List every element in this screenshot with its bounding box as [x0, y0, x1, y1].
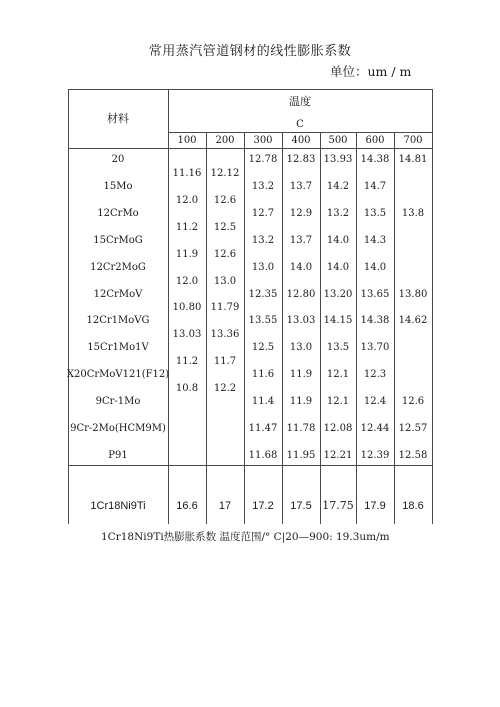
column-divider [356, 132, 357, 524]
value-cell: 14.0 [326, 262, 350, 273]
value-cell: 11.95 [286, 450, 316, 461]
material-name: 12Cr1MoVG [86, 315, 150, 326]
temperature-header: 温度 [289, 95, 311, 108]
material-name: X20CrMoV121(F12) [66, 369, 170, 380]
value-cell: 13.36 [210, 329, 240, 340]
column-divider [282, 132, 283, 524]
value-cell: 13.2 [251, 181, 275, 192]
value-cell: 14.2 [326, 181, 350, 192]
unit-label: 单位：um / m [330, 64, 412, 79]
value-cell: 12.4 [363, 396, 387, 407]
value-cell: 13.2 [326, 208, 350, 219]
value-cell: 13.8 [401, 208, 425, 219]
value-cell: 12.80 [286, 289, 316, 300]
value-cell: 12.12 [210, 168, 240, 179]
value-cell: 12.58 [398, 450, 428, 461]
column-divider [244, 132, 245, 524]
value-cell: 13.70 [360, 342, 390, 353]
value-cell: 12.78 [248, 154, 278, 165]
stainless-value-cell: 17.9 [364, 500, 386, 512]
material-name: 20 [111, 154, 125, 165]
material-column-divider [168, 89, 169, 524]
column-divider [206, 132, 207, 524]
column-divider [320, 132, 321, 524]
temp-300: 300 [253, 135, 273, 146]
value-cell: 11.2 [175, 222, 199, 233]
value-cell: 12.1 [326, 396, 350, 407]
value-cell: 11.79 [210, 302, 240, 313]
value-cell: 14.38 [360, 315, 390, 326]
value-cell: 14.38 [360, 154, 390, 165]
value-cell: 12.08 [323, 423, 353, 434]
value-cell: 10.80 [172, 302, 202, 313]
value-cell: 14.62 [398, 315, 428, 326]
value-cell: 13.0 [213, 276, 237, 287]
material-name: 12CrMoV [93, 289, 143, 300]
material-name: 9Cr-1Mo [95, 396, 141, 407]
temp-600: 600 [365, 135, 385, 146]
value-cell: 12.21 [323, 450, 353, 461]
material-name: 9Cr-2Mo(HCM9M) [70, 423, 166, 434]
table-border-right [432, 89, 433, 524]
value-cell: 14.15 [323, 315, 353, 326]
header-bottom-line [68, 148, 433, 149]
temp-700: 700 [403, 135, 423, 146]
value-cell: 14.3 [363, 235, 387, 246]
temp-400: 400 [291, 135, 311, 146]
value-cell: 14.0 [363, 262, 387, 273]
temp-500: 500 [328, 135, 348, 146]
value-cell: 12.5 [213, 222, 237, 233]
value-cell: 11.47 [248, 423, 278, 434]
value-cell: 13.0 [289, 342, 313, 353]
value-cell: 11.2 [175, 356, 199, 367]
stainless-value-cell: 17.2 [252, 500, 274, 512]
table-border-top [68, 89, 433, 90]
value-cell: 13.03 [286, 315, 316, 326]
value-cell: 12.44 [360, 423, 390, 434]
stainless-value-cell: 18.6 [402, 500, 424, 512]
value-cell: 11.6 [251, 369, 275, 380]
value-cell: 13.2 [251, 235, 275, 246]
value-cell: 13.0 [251, 262, 275, 273]
value-cell: 13.5 [326, 342, 350, 353]
value-cell: 11.9 [175, 249, 199, 260]
section-divider [68, 465, 433, 466]
value-cell: 14.7 [363, 181, 387, 192]
value-cell: 12.83 [286, 154, 316, 165]
value-cell: 12.5 [251, 342, 275, 353]
value-cell: 12.1 [326, 369, 350, 380]
value-cell: 11.7 [213, 356, 237, 367]
footnote: 1Cr18Ni9Ti热膨胀系数 温度范围/° C|20—900: 19.3um/m [101, 531, 390, 543]
value-cell: 13.03 [172, 329, 202, 340]
stainless-value-cell: 16.6 [176, 500, 198, 512]
value-cell: 13.65 [360, 289, 390, 300]
stainless-value-cell: 17.75 [322, 499, 354, 512]
temperature-unit: C [296, 119, 304, 130]
value-cell: 12.7 [251, 208, 275, 219]
stainless-material-name: 1Cr18Ni9Ti [90, 500, 146, 512]
material-header: 材料 [107, 112, 129, 125]
value-cell: 14.0 [326, 235, 350, 246]
value-cell: 12.9 [289, 208, 313, 219]
material-name: 15Cr1Mo1V [87, 342, 149, 353]
value-cell: 12.3 [363, 369, 387, 380]
value-cell: 14.81 [398, 154, 428, 165]
material-name: P91 [108, 450, 128, 461]
material-name: 15CrMoG [93, 235, 143, 246]
value-cell: 12.2 [213, 383, 237, 394]
value-cell: 13.93 [323, 154, 353, 165]
stainless-value-cell: 17.5 [290, 500, 312, 512]
temp-100: 100 [177, 135, 197, 146]
value-cell: 10.8 [175, 383, 199, 394]
value-cell: 11.9 [289, 396, 313, 407]
column-divider [394, 132, 395, 524]
value-cell: 13.7 [289, 181, 313, 192]
value-cell: 12.57 [398, 423, 428, 434]
value-cell: 12.0 [175, 195, 199, 206]
value-cell: 13.80 [398, 289, 428, 300]
value-cell: 14.0 [289, 262, 313, 273]
value-cell: 13.7 [289, 235, 313, 246]
value-cell: 12.6 [213, 195, 237, 206]
value-cell: 13.5 [363, 208, 387, 219]
value-cell: 12.39 [360, 450, 390, 461]
value-cell: 12.0 [175, 276, 199, 287]
value-cell: 11.78 [286, 423, 316, 434]
stainless-value-cell: 17 [218, 500, 232, 512]
material-name: 12CrMo [97, 208, 139, 219]
value-cell: 12.6 [401, 396, 425, 407]
value-cell: 12.6 [213, 249, 237, 260]
material-name: 12Cr2MoG [90, 262, 146, 273]
value-cell: 13.55 [248, 315, 278, 326]
value-cell: 13.20 [323, 289, 353, 300]
value-cell: 12.35 [248, 289, 278, 300]
value-cell: 11.9 [289, 369, 313, 380]
temp-200: 200 [215, 135, 235, 146]
value-cell: 11.68 [248, 450, 278, 461]
page-title: 常用蒸汽管道钢材的线性膨胀系数 [148, 44, 352, 59]
table-border-left [68, 89, 69, 524]
material-name: 15Mo [103, 181, 133, 192]
value-cell: 11.4 [251, 396, 275, 407]
value-cell: 11.16 [172, 168, 202, 179]
